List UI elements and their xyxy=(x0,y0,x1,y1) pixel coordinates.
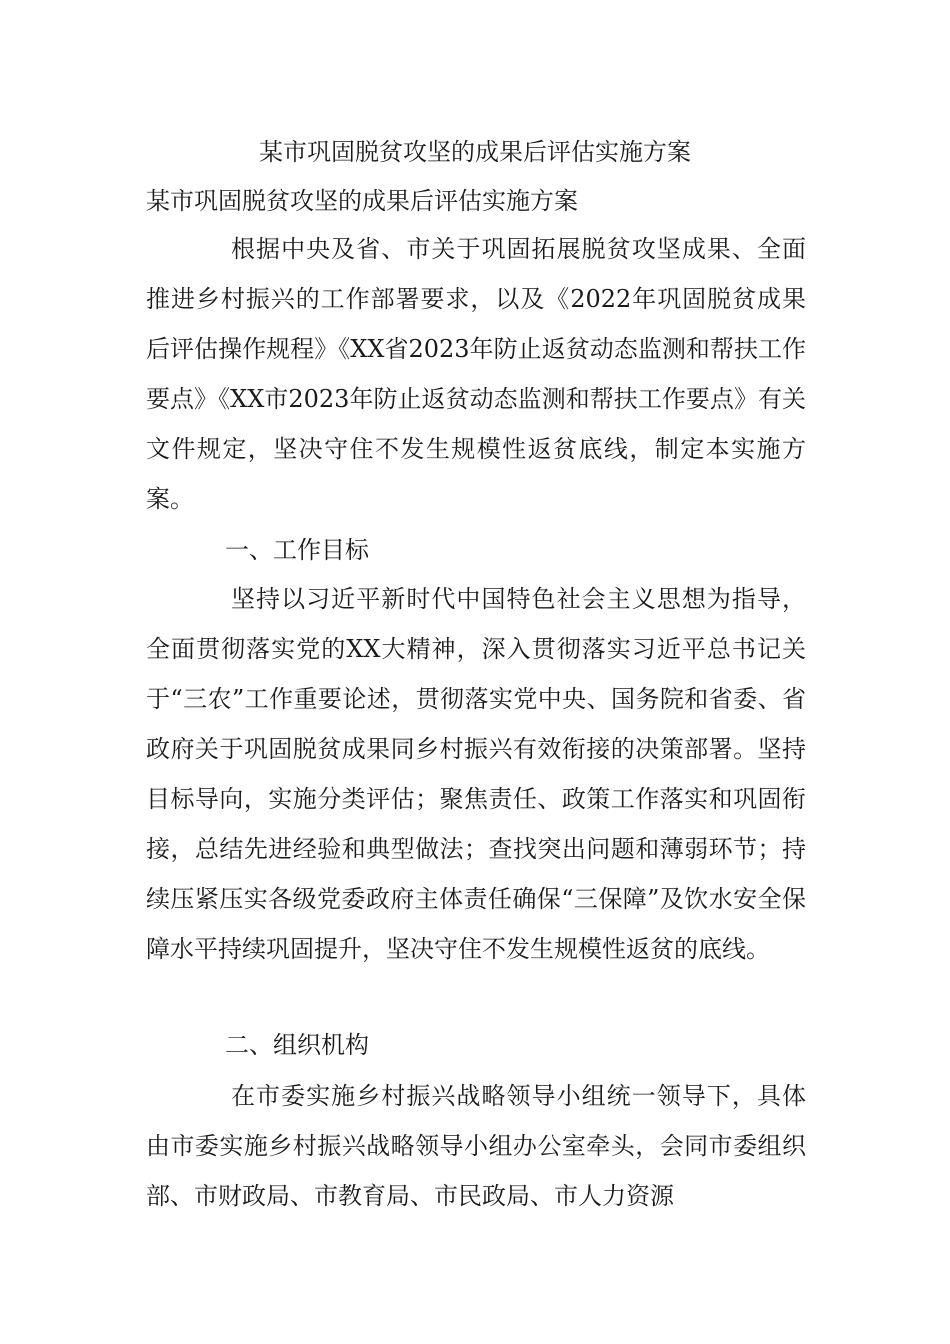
section-heading-goals: 一、工作目标 xyxy=(225,536,369,564)
section-heading-organization: 二、组织机构 xyxy=(225,1031,369,1059)
document-subtitle: 某市巩固脱贫攻坚的成果后评估实施方案 xyxy=(146,187,578,215)
document-title: 某市巩固脱贫攻坚的成果后评估实施方案 xyxy=(259,138,691,166)
intro-paragraph: 根据中央及省、市关于巩固拓展脱贫攻坚成果、全面推进乡村振兴的工作部署要求，以及《2022年巩固脱贫成果后评估操作规程》《XX省2023年防止返贫动态监测和帮扶工作要点》《XX市2023年防止返贫动态监测和帮扶工作要点》有关文件规定，坚决守住不发生规模性返贫底线，制定本实施方案。 xyxy=(146,235,806,513)
section-body-organization: 在市委实施乡村振兴战略领导小组统一领导下，具体由市委实施乡村振兴战略领导小组办公室牵头，会同市委组织部、市财政局、市教育局、市民政局、市人力资源 xyxy=(146,1082,806,1210)
section-body-goals: 坚持以习近平新时代中国特色社会主义思想为指导，全面贯彻落实党的XX大精神，深入贯彻落实习近平总书记关于“三农”工作重要论述，贯彻落实党中央、国务院和省委、省政府关于巩固脱贫成果同乡村振兴有效衔接的决策部署。坚持目标导向，实施分类评估；聚焦责任、政策工作落实和巩固衔接，总结先进经验和典型做法；查找突出问题和薄弱环节；持续压紧压实各级党委政府主体责任确保“三保障”及饮水安全保障水平持续巩固提升，坚决守住不发生规模性返贫的底线。 xyxy=(146,585,806,963)
